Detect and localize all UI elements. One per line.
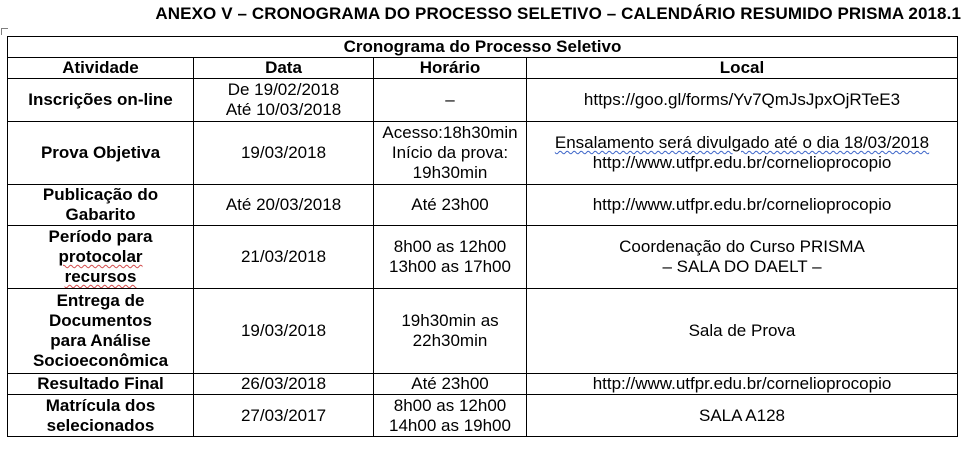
cell-local <box>527 79 958 122</box>
cell-line: recursos <box>64 267 137 286</box>
cell-data <box>194 79 374 122</box>
cell-line: – <box>445 90 455 109</box>
header-horario: Horário <box>374 58 527 79</box>
table-row <box>8 226 958 289</box>
table-row <box>8 374 958 395</box>
cell-horario <box>374 226 527 289</box>
cell-line: Acesso:18h30min <box>382 123 518 142</box>
cell-line: Matrícula dos <box>45 395 156 415</box>
cell-line: Até 23h00 <box>411 374 489 393</box>
cell-data <box>194 289 374 374</box>
cell-line: selecionados <box>46 415 155 435</box>
cell-line: Publicação do <box>42 185 159 204</box>
cell-line: Socioeconômica <box>32 351 169 370</box>
cell-line: Ensalamento será divulgado até o dia 18/03/2018 <box>554 133 930 152</box>
cell-horario <box>374 395 527 437</box>
cell-horario <box>374 122 527 185</box>
cell-line: Período para <box>48 227 153 246</box>
cell-line: 26/03/2018 <box>240 374 327 393</box>
cell-line: Gabarito <box>65 205 136 224</box>
cell-line: 22h30min <box>412 331 488 350</box>
cell-line: 8h00 as 12h00 <box>393 395 507 415</box>
link-text[interactable]: http://www.utfpr.edu.br/cornelioprocopio <box>592 153 892 172</box>
schedule-table <box>7 36 958 437</box>
cell-data <box>194 122 374 185</box>
cell-line: 8h00 as 12h00 <box>393 237 507 256</box>
cell-atividade <box>8 374 194 395</box>
cell-local <box>527 395 958 437</box>
cell-data <box>194 226 374 289</box>
cell-horario <box>374 185 527 226</box>
cell-atividade <box>8 226 194 289</box>
table-row <box>8 122 958 185</box>
cell-local <box>527 122 958 185</box>
cell-line: Prova Objetiva <box>40 143 161 162</box>
table-row <box>8 395 958 437</box>
cell-local <box>527 185 958 226</box>
cell-line: para Análise <box>50 331 151 350</box>
cell-line: SALA A128 <box>698 405 786 425</box>
cell-line: protocolar <box>58 247 143 266</box>
cell-line: Entrega de <box>56 291 145 310</box>
cell-atividade <box>8 395 194 437</box>
document-title: ANEXO V – CRONOGRAMA DO PROCESSO SELETIVO – CALENDÁRIO RESUMIDO PRISMA 2018.1 <box>155 4 961 23</box>
link-text[interactable]: http://www.utfpr.edu.br/cornelioprocopio <box>592 195 892 214</box>
cell-line: Até 10/03/2018 <box>225 100 342 119</box>
cell-line: De 19/02/2018 <box>227 80 340 99</box>
cell-line: 19h30min as <box>401 311 499 330</box>
cell-line: 19h30min <box>412 163 488 182</box>
cell-atividade <box>8 185 194 226</box>
cell-atividade <box>8 79 194 122</box>
cell-line: 21/03/2018 <box>240 247 327 266</box>
link-text[interactable]: https://goo.gl/forms/Yv7QmJsJpxOjRTeE3 <box>583 90 901 109</box>
cell-atividade <box>8 122 194 185</box>
cell-line: Coordenação do Curso PRISMA <box>619 237 865 256</box>
cell-local <box>527 226 958 289</box>
cell-line: – SALA DO DAELT – <box>662 257 822 276</box>
cell-line: 19/03/2018 <box>240 321 327 340</box>
cell-data <box>194 185 374 226</box>
cell-data <box>194 395 374 437</box>
cell-horario <box>374 289 527 374</box>
header-data: Data <box>194 58 374 79</box>
cell-horario <box>374 374 527 395</box>
cell-line: Inscrições on-line <box>28 90 173 109</box>
table-row <box>8 79 958 122</box>
cell-line: Resultado Final <box>37 374 164 393</box>
cell-line: 14h00 as 19h00 <box>389 415 511 435</box>
cell-line: 13h00 as 17h00 <box>389 257 511 276</box>
cell-line: 19/03/2018 <box>240 143 327 162</box>
link-text[interactable]: http://www.utfpr.edu.br/cornelioprocopio <box>592 374 892 393</box>
table-row <box>8 289 958 374</box>
table-move-handle[interactable] <box>1 28 8 35</box>
cell-line: 27/03/2017 <box>240 405 327 425</box>
table-row <box>8 185 958 226</box>
table-caption: Cronograma do Processo Seletivo <box>8 37 958 58</box>
header-local: Local <box>527 58 958 79</box>
cell-data <box>194 374 374 395</box>
cell-horario <box>374 79 527 122</box>
cell-line: Documentos <box>49 311 152 330</box>
cell-line: Até 20/03/2018 <box>225 195 342 214</box>
cell-atividade <box>8 289 194 374</box>
cell-line: Até 23h00 <box>411 195 489 214</box>
cell-line: Início da prova: <box>391 143 509 162</box>
cell-local <box>527 289 958 374</box>
header-atividade: Atividade <box>8 58 194 79</box>
cell-local <box>527 374 958 395</box>
cell-line: Sala de Prova <box>688 321 796 340</box>
